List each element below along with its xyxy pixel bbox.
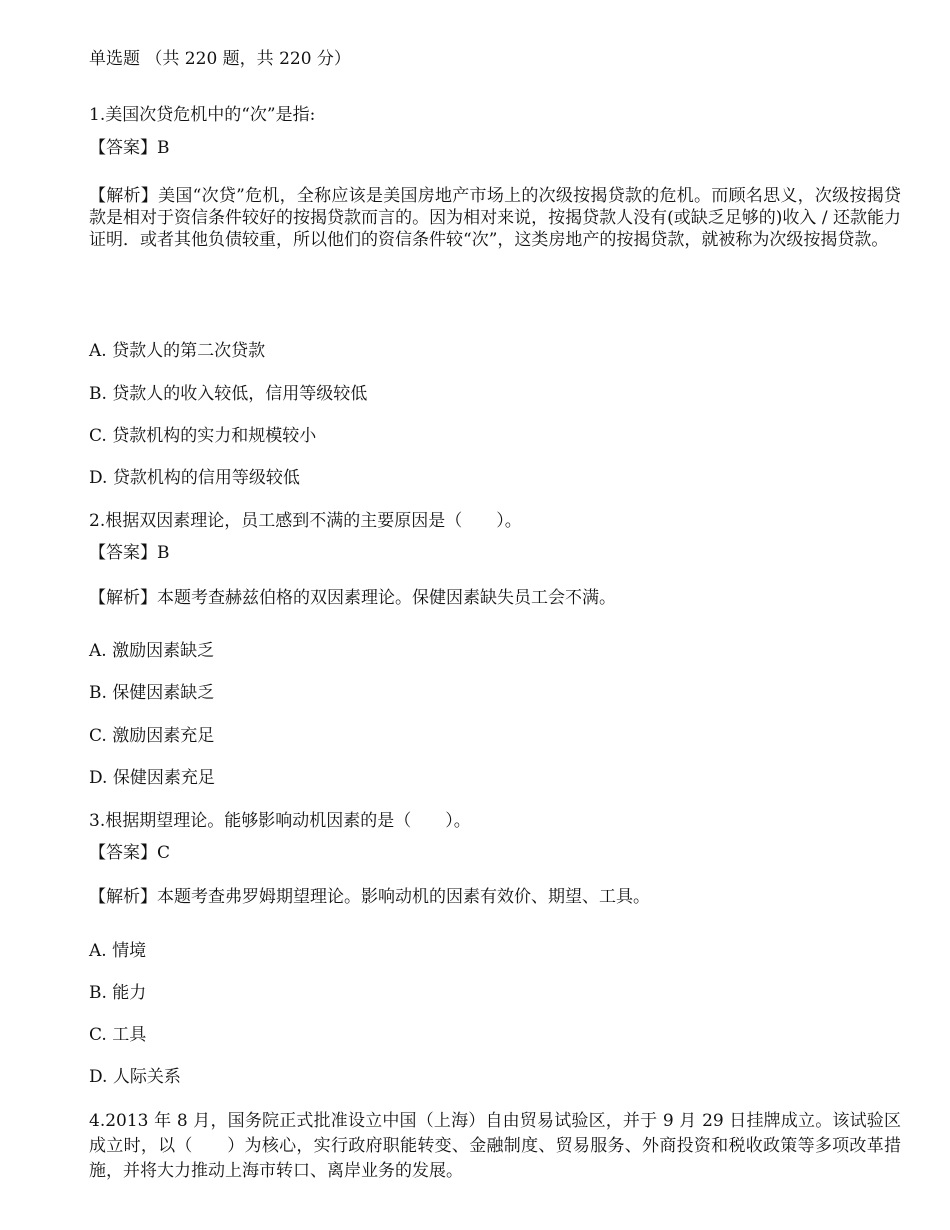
question-1-option-b: B. 贷款人的收入较低，信用等级较低 — [89, 384, 368, 404]
question-1-option-a: A. 贷款人的第二次贷款 — [89, 341, 266, 361]
question-1-option-c: C. 贷款机构的实力和规模较小 — [89, 426, 317, 446]
question-2-option-d: D. 保健因素充足 — [89, 768, 215, 788]
question-1-answer: 【答案】B — [89, 138, 170, 158]
question-3-stem: 3.根据期望理论。能够影响动机因素的是（ ）。 — [89, 811, 471, 831]
section-header: 单选题 （共 220 题，共 220 分） — [89, 49, 351, 69]
question-2-stem: 2.根据双因素理论，员工感到不满的主要原因是（ ）。 — [89, 511, 522, 531]
question-2-option-c: C. 激励因素充足 — [89, 726, 215, 746]
question-1-option-d: D. 贷款机构的信用等级较低 — [89, 468, 300, 488]
question-4-stem: 4.2013 年 8 月，国务院正式批准设立中国（上海）自由贸易试验区，并于 9 月 29 日挂牌成立。该试验区成立时，以（ ）为核心，实行政府职能转变、金融制度、贸易服务、外商投资和税收政策等多项改革措施，并将大力推动上海市转口、离岸业务的发展。 — [89, 1111, 901, 1181]
question-1-stem: 1.美国次贷危机中的“次”是指: — [89, 105, 316, 125]
question-2-option-a: A. 激励因素缺乏 — [89, 641, 215, 661]
question-2-option-b: B. 保健因素缺乏 — [89, 683, 215, 703]
question-3-option-d: D. 人际关系 — [89, 1067, 181, 1087]
question-2-analysis: 【解析】本题考查赫兹伯格的双因素理论。保健因素缺失员工会不满。 — [89, 588, 616, 608]
question-3-analysis: 【解析】本题考查弗罗姆期望理论。影响动机的因素有效价、期望、工具。 — [89, 887, 650, 907]
question-1-analysis: 【解析】美国“次贷”危机，全称应该是美国房地产市场上的次级按揭贷款的危机。而顾名思义，次级按揭贷款是相对于资信条件较好的按揭贷款而言的。因为相对来说，按揭贷款人没有(或缺乏足够的)收入 / 还款能力证明．或者其他负债较重，所以他们的资信条件较“次”，这类房地产的按揭贷款，就被称为次级按揭贷款。 — [89, 186, 901, 250]
question-2-answer: 【答案】B — [89, 543, 170, 563]
question-3-option-b: B. 能力 — [89, 983, 147, 1003]
question-3-option-a: A. 情境 — [89, 941, 147, 961]
question-3-answer: 【答案】C — [89, 843, 171, 863]
question-3-option-c: C. 工具 — [89, 1025, 147, 1045]
